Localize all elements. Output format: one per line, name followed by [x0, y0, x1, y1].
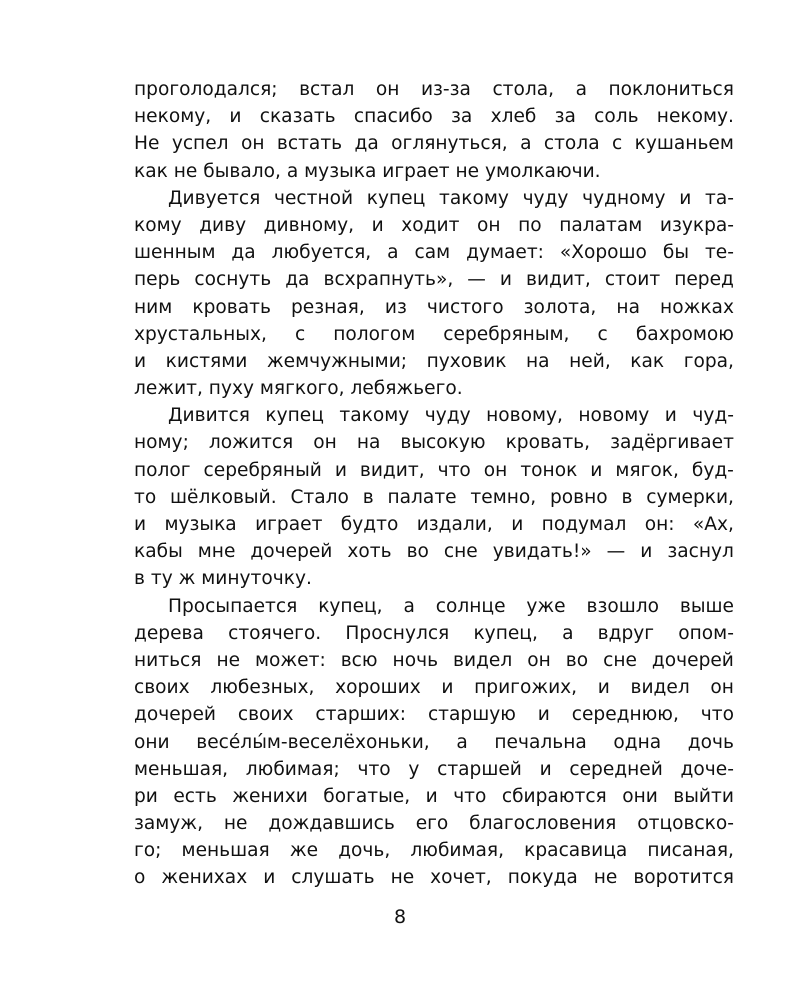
text-line: Дивуется честной купец такому чуду чудному и та- [168, 187, 734, 209]
text-line: лежит, пуху мягкого, лебяжьего. [134, 378, 463, 400]
text-line: Просыпается купец, а солнце уже взошло выше [168, 595, 734, 617]
text-line: шенным да любуется, а сам думает: «Хорошо бы те- [134, 242, 734, 264]
text-line: и музыка играет будто издали, и подумал он: «Ах, [134, 514, 734, 535]
text-line: ному; ложится он на высокую кровать, задёргивает [134, 432, 734, 454]
text-line: проголодался; встал он из-за стола, а поклониться [134, 79, 734, 100]
text-line: ним кровать резная, из чистого золота, на ножках [134, 296, 734, 318]
text-line: ри есть женихи богатые, и что сбираются они выйти [134, 785, 734, 807]
text-line: некому, и сказать спасибо за хлеб за соль некому. [134, 106, 734, 128]
text-line: Не успел он встать да оглянуться, а стола с кушаньем [134, 133, 734, 155]
page-number: 8 [393, 906, 407, 928]
text-line: дочерей своих старших: старшую и середнюю, что [134, 704, 734, 726]
text-line: кабы мне дочерей хоть во сне увидать!» — и заснул [134, 541, 734, 563]
text-line: полог серебряный и видит, что он тонок и мягок, буд- [134, 459, 734, 481]
text-line: перь соснуть да всхрапнуть», — и видит, стоит перед [134, 269, 734, 291]
text-line: как не бывало, а музыка играет не умолкаючи. [134, 160, 601, 182]
text-line: Дивится купец такому чуду новому, новому и чуд- [168, 405, 734, 427]
text-line: кому диву дивному, и ходит он по палатам изукра- [134, 214, 734, 236]
text-line: ниться не может: всю ночь видел он во сне дочерей [134, 649, 734, 671]
body-text [134, 76, 734, 892]
text-line: го; меньшая же дочь, любимая, красавица писаная, [134, 840, 734, 862]
text-line: и кистями жемчужными; пуховик на ней, как гора, [134, 350, 734, 372]
text-line: замуж, не дождавшись его благословения отцовско- [134, 813, 734, 835]
text-line: то шёлковый. Стало в палате темно, ровно в сумерки, [134, 486, 734, 508]
text-line: дерева стоячего. Проснулся купец, а вдруг опом- [134, 622, 734, 644]
text-line: в ту ж минуточку. [134, 568, 312, 590]
text-line: своих любезных, хороших и пригожих, и видел он [134, 677, 734, 699]
text-line: о женихах и слушать не хочет, покуда не воротится [134, 867, 734, 889]
text-line: они весе́лы́м-веселёхоньки, а печальна одна дочь [134, 731, 734, 753]
text-line: меньшая, любимая; что у старшей и середней доче- [134, 758, 734, 780]
text-line: хрустальных, с пологом серебряным, с бахромою [134, 323, 734, 345]
